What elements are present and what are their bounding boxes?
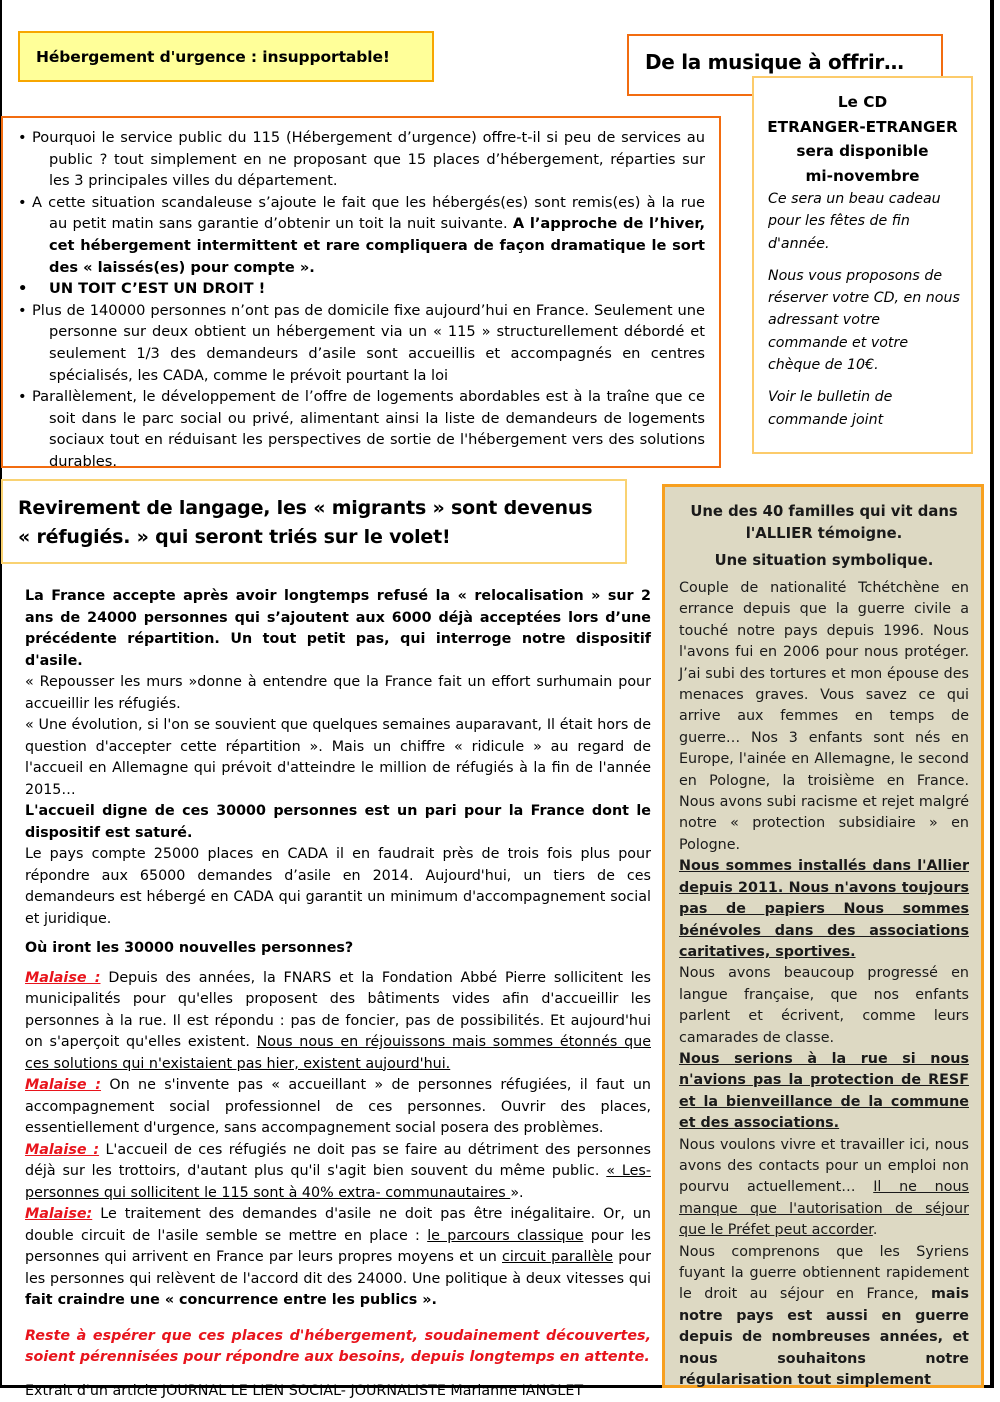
bullet-icon: • xyxy=(18,300,32,322)
article-question: Où iront les 30000 nouvelles personnes? xyxy=(25,938,651,960)
family-testimony-box xyxy=(662,484,984,1388)
malaise-paragraph: Malaise : Depuis des années, la FNARS et la Fondation Abbé Pierre sollicitent les municipalités pour qu'elles proposent des bâtiments vides afin d'accueillir les personnes à la rue. Il est répondu : pas de foncier, pas de possibilités. Et aujourd'hui on s'aperçoit qu'elles existent. Nous nous en réjouissons mais sommes étonnés que ces solutions qui n'existaient pas hier, existent aujourd'hui. xyxy=(25,968,651,1076)
testimony-subheading: Une situation symbolique. xyxy=(679,550,969,572)
article-lead: La France accepte après avoir longtemps refusé la « relocalisation » sur 2 ans de 24000 personnes qui s’ajoutent aux 6000 déjà acceptées lors d’une précédente répartition. Un tout petit pas, qui interroge notre dispositif d'asile. xyxy=(25,586,651,672)
cd-heading-line: ETRANGER-ETRANGER xyxy=(762,115,963,140)
article-title xyxy=(1,479,627,564)
article-title-line: Revirement de langage, les « migrants » sont devenus xyxy=(18,494,625,523)
bullet-item-slogan: • UN TOIT C’EST UN DROIT ! xyxy=(18,278,705,300)
article-body xyxy=(25,586,651,1402)
cd-heading-line: Le CD xyxy=(762,90,963,115)
testimony-emphasis: Nous sommes installés dans l'Allier depuis 2011. Nous n'avons toujours pas de papiers Nous sommes bénévoles dans des associations caritatives, sportives. xyxy=(679,856,969,963)
testimony-paragraph: Nous avons beaucoup progressé en langue française, que nos enfants parlent et écrivent, comme leurs camarades de classe. xyxy=(679,963,969,1049)
cd-order-text: Nous vous proposons de réserver votre CD, en nous adressant votre commande et votre chèque de 10€. xyxy=(768,265,963,376)
cd-heading-line: sera disponible xyxy=(762,139,963,164)
article-paragraph: « Repousser les murs »donne à entendre que la France fait un effort surhumain pour accueillir les réfugiés. xyxy=(25,672,651,715)
bullet-icon: • xyxy=(18,127,32,149)
bullet-icon: • xyxy=(18,386,32,408)
bullet-icon: • xyxy=(18,192,32,214)
emergency-housing-title xyxy=(18,31,434,82)
malaise-label: Malaise : xyxy=(25,1077,101,1093)
malaise-label: Malaise: xyxy=(25,1206,92,1222)
testimony-paragraph: Nous comprenons que les Syriens fuyant la guerre obtiennent rapidement le droit au séjour en France, mais notre pays est aussi en guerre depuis de nombreuses années, et nous souhaitons notre régularisation tout simplement xyxy=(679,1242,969,1392)
article-highlight: L'accueil digne de ces 30000 personnes est un pari pour la France dont le dispositif est saturé. xyxy=(25,801,651,844)
cd-heading-line: mi-novembre xyxy=(762,164,963,189)
malaise-label: Malaise : xyxy=(25,1142,99,1158)
article-paragraph: « Une évolution, si l'on se souvient que quelques semaines auparavant, Il était hors de question d'accepter cette répartition ». Mais un chiffre « ridicule » au regard de l'accueil en Allemagne qui prévoit d'atteindre le million de réfugiés à la fin de l'année 2015… xyxy=(25,715,651,801)
malaise-paragraph: Malaise : On ne s'invente pas « accueillant » de personnes réfugiées, il faut un accompagnement social professionnel de ces personnes. Ouvrir des places, essentiellement d'urgence, sans accompagnement social posera des problèmes. xyxy=(25,1075,651,1140)
malaise-paragraph: Malaise : L'accueil de ces réfugiés ne doit pas se faire au détriment des personnes déjà sur les trottoirs, d'autant plus qu'il s'agit bien souvent du même public. « Les- personnes qui sollicitent le 115 sont à 40% extra- communautaires ». xyxy=(25,1140,651,1205)
bullet-icon: • xyxy=(18,278,49,300)
cd-heading xyxy=(762,90,963,188)
bullet-item: • Pourquoi le service public du 115 (Hébergement d’urgence) offre-t-il si peu de services au public ? tout simplement en ne proposant que 15 places d’hébergement, réparties sur les 3 principales villes du département. xyxy=(18,127,705,192)
article-title-line: « réfugiés. » qui seront triés sur le volet! xyxy=(18,523,625,552)
cd-form-note: Voir le bulletin de commande joint xyxy=(768,386,963,431)
bullet-item: • Parallèlement, le développement de l’offre de logements abordables est à la traîne que ce soit dans le parc social ou privé, alimentant ainsi la liste de demandeurs de logements sociaux tout en réduisant les perspectives de sortie de l'hébergement vers des solutions durables. xyxy=(18,386,705,472)
testimony-paragraph: Couple de nationalité Tchétchène en errance depuis que la guerre civile a touché notre pays depuis 1996. Nous l'avons fui en 2006 pour nous protéger. J’ai subi des tortures et mon épouse des menaces graves. Vous savez ce qui arrive aux femmes en temps de guerre… Nos 3 enfants sont nés en Europe, l'ainée en Allemagne, le second en Pologne, la troisième en France. Nous avons subi racisme et rejet malgré notre « protection subsidiaire » en Pologne. xyxy=(679,578,969,856)
bullet-list xyxy=(18,127,705,473)
emergency-housing-bullets xyxy=(1,116,721,468)
testimony-paragraph: Nous voulons vivre et travailler ici, nous avons des contacts pour un emploi non pourvu actuellement… Il ne nous manque que l'autorisation de séjour que le Préfet peut accorder. xyxy=(679,1135,969,1242)
article-conclusion: Reste à espérer que ces places d'hébergement, soudainement découvertes, soient pérennisées pour répondre aux besoins, depuis longtemps en attente. xyxy=(25,1326,651,1369)
music-offer-title-text: De la musique à offrir… xyxy=(645,50,904,74)
malaise-paragraph: Malaise: Le traitement des demandes d'asile ne doit pas être inégalitaire. Or, un double circuit de l'asile semble se mettre en place : le parcours classique pour les personnes qui arrivent en France par leurs propres moyens et un circuit parallèle pour les personnes qui relèvent de l'accord dit des 24000. Une politique à deux vitesses qui fait craindre une « concurrence entre les publics ». xyxy=(25,1204,651,1312)
testimony-emphasis: Nous serions à la rue si nous n'avions pas la protection de RESF et la bienveillance de la commune et des associations. xyxy=(679,1049,969,1135)
malaise-label: Malaise : xyxy=(25,970,101,986)
article-source: Extrait d'un article JOURNAL LE LIEN SOCIAL- JOURNALISTE Marianne IANGLET xyxy=(25,1381,651,1402)
bullet-item: • A cette situation scandaleuse s’ajoute le fait que les hébergés(es) sont remis(es) à la rue au petit matin sans garantie d’obtenir un toit la nuit suivante. A l’approche de l’hiver, cet hébergement intermittent et rare compliquera de façon dramatique le sort des « laissés(es) pour compte ». xyxy=(18,192,705,278)
bullet-item: • Plus de 140000 personnes n’ont pas de domicile fixe aujourd’hui en France. Seulement une personne sur deux obtient un hébergement via un « 115 » structurellement débordé et seulement 1/3 des demandeurs d’asile sont accueillis et accompagnés en centres spécialisés, les CADA, comme le prévoit pourtant la loi xyxy=(18,300,705,386)
article-paragraph: Le pays compte 25000 places en CADA il en faudrait près de trois fois plus pour répondre aux 65000 demandes d’asile en 2014. Aujourd'hui, un tiers de ces demandeurs est hébergé en CADA qui garantit un minimum d'accompagnement social et juridique. xyxy=(25,844,651,930)
testimony-heading: Une des 40 familles qui vit dans l'ALLIER témoigne. xyxy=(679,501,969,545)
emergency-housing-title-text: Hébergement d'urgence : insupportable! xyxy=(36,48,390,66)
cd-promo-box xyxy=(752,76,973,454)
cd-gift-text: Ce sera un beau cadeau pour les fêtes de fin d'année. xyxy=(768,188,963,255)
